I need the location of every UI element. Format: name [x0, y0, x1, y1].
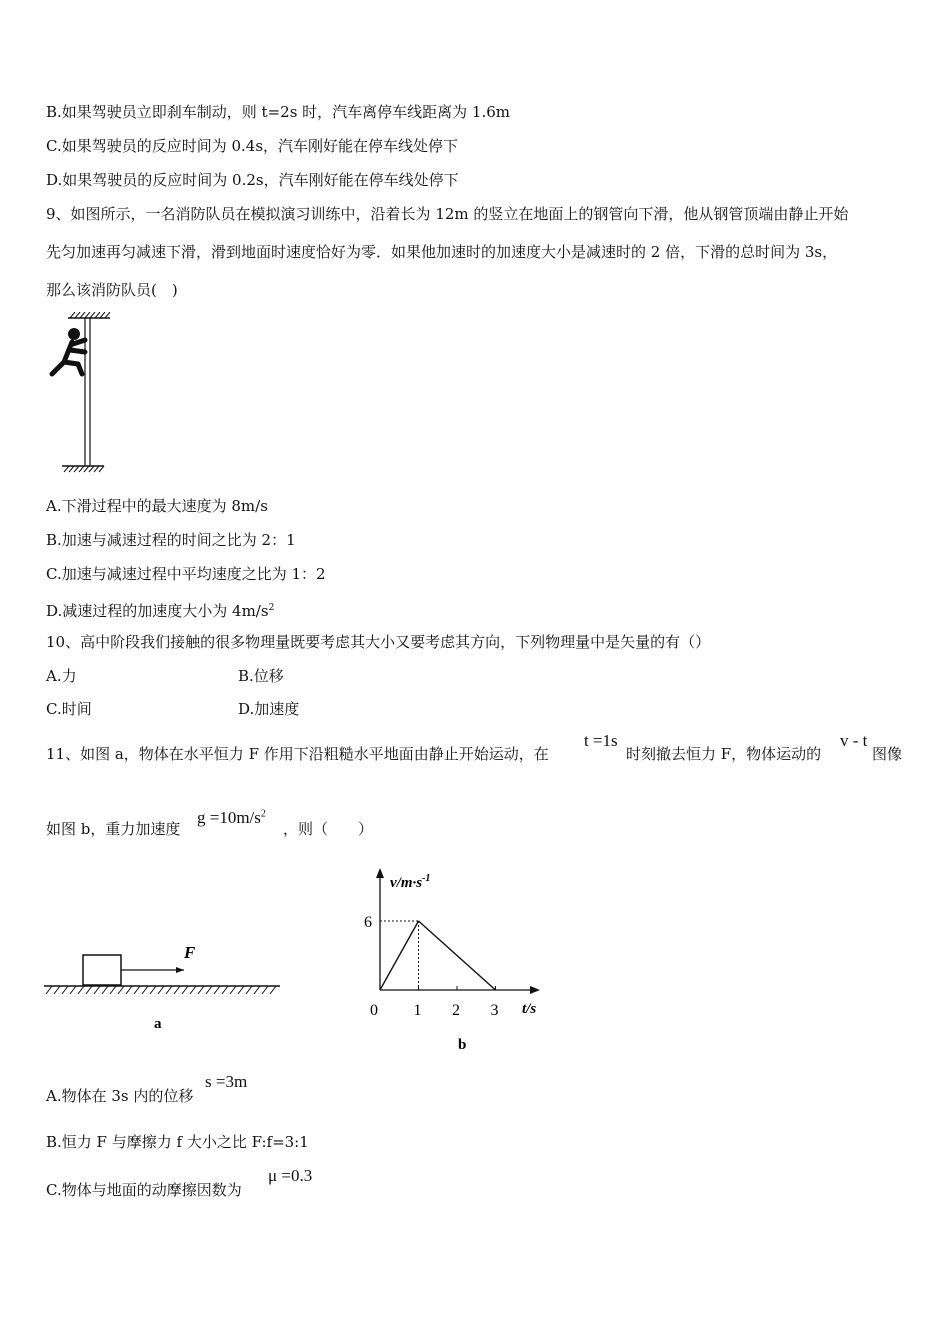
q8-option-c: C.如果驾驶员的反应时间为 0.4s，汽车刚好能在停车线处停下 [46, 137, 459, 155]
q11-option-b: B.恒力 F 与摩擦力 f 大小之比 F:f=3:1 [46, 1133, 309, 1151]
q11-math-t: t =1s [584, 731, 618, 750]
q9-option-d: D.减速过程的加速度大小为 $4m/s^2$ [46, 602, 275, 620]
q11-stem-part1: 11、如图 a，物体在水平恒力 F 作用下沿粗糙水平地面由静止开始运动，在 [46, 745, 549, 763]
q11-stem-line2-end: ，则（ ） [283, 820, 374, 838]
q11-stem-part3: 图像 [872, 745, 903, 763]
q9-stem-line1: 9、如图所示，一名消防队员在模拟演习训练中，沿着长为 12m 的竖立在地面上的钢管向下滑，他从钢管顶端由静止开始 [46, 205, 849, 223]
q11-option-a-math: s =3m [205, 1072, 248, 1091]
q11-stem-line2: 如图 b，重力加速度 [46, 820, 181, 838]
x-axis-label: t/s [522, 1001, 537, 1017]
q11-option-c: C.物体与地面的动摩擦因数为 [46, 1181, 242, 1199]
figure-a [44, 936, 284, 1036]
figure-b-caption: b [458, 1037, 467, 1053]
x-tick-label: 0 [370, 1002, 378, 1019]
x-tick-label: 3 [490, 1002, 499, 1019]
y-tick-label: 6 [364, 914, 372, 931]
x-tick-label: 2 [452, 1002, 460, 1019]
q9-option-a: A.下滑过程中的最大速度为 8m/s [46, 497, 268, 515]
q11-math-vt: v - t [840, 731, 868, 750]
firefighter-figure [44, 312, 124, 474]
x-axis-arrow [530, 986, 540, 994]
q10-option-c: C.时间 [46, 700, 92, 718]
x-tick-label: 1 [413, 1002, 422, 1019]
q9-stem-line2: 先匀加速再匀减速下滑，滑到地面时速度恰好为零．如果他加速时的加速度大小是减速时的 2 倍，下滑的总时间为 3s， [46, 243, 838, 261]
q11-math-g: $g =10m/s^2$ [197, 808, 266, 827]
y-axis-arrow [376, 868, 384, 878]
figure-a-caption: a [154, 1016, 162, 1032]
q10-stem: 10、高中阶段我们接触的很多物理量既要考虑其大小又要考虑其方向，下列物理量中是矢量的有（） [46, 633, 711, 651]
q11-option-c-math: μ =0.3 [268, 1166, 313, 1185]
y-axis-label: $v/m\cdot s^{-1}$ [390, 873, 431, 891]
series-segment [380, 921, 419, 990]
q10-option-b: B.位移 [238, 667, 284, 685]
q10-option-a: A.力 [46, 667, 77, 685]
q11-stem-part2: 时刻撤去恒力 F，物体运动的 [626, 745, 822, 763]
q8-option-b: B.如果驾驶员立即刹车制动，则 t=2s 时，汽车离停车线距离为 1.6m [46, 103, 511, 121]
figure-b-vt-graph [340, 860, 560, 1060]
series-segment [419, 921, 496, 990]
q11-option-a: A.物体在 3s 内的位移 [46, 1087, 194, 1105]
force-label: F [184, 943, 196, 962]
q8-option-d: D.如果驾驶员的反应时间为 0.2s，汽车刚好能在停车线处停下 [46, 171, 459, 189]
q9-option-b: B.加速与减速过程的时间之比为 2：1 [46, 531, 296, 549]
q9-stem-line3: 那么该消防队员( ) [46, 281, 178, 299]
q9-option-c: C.加速与减速过程中平均速度之比为 1：2 [46, 565, 326, 583]
q10-option-d: D.加速度 [238, 700, 300, 718]
